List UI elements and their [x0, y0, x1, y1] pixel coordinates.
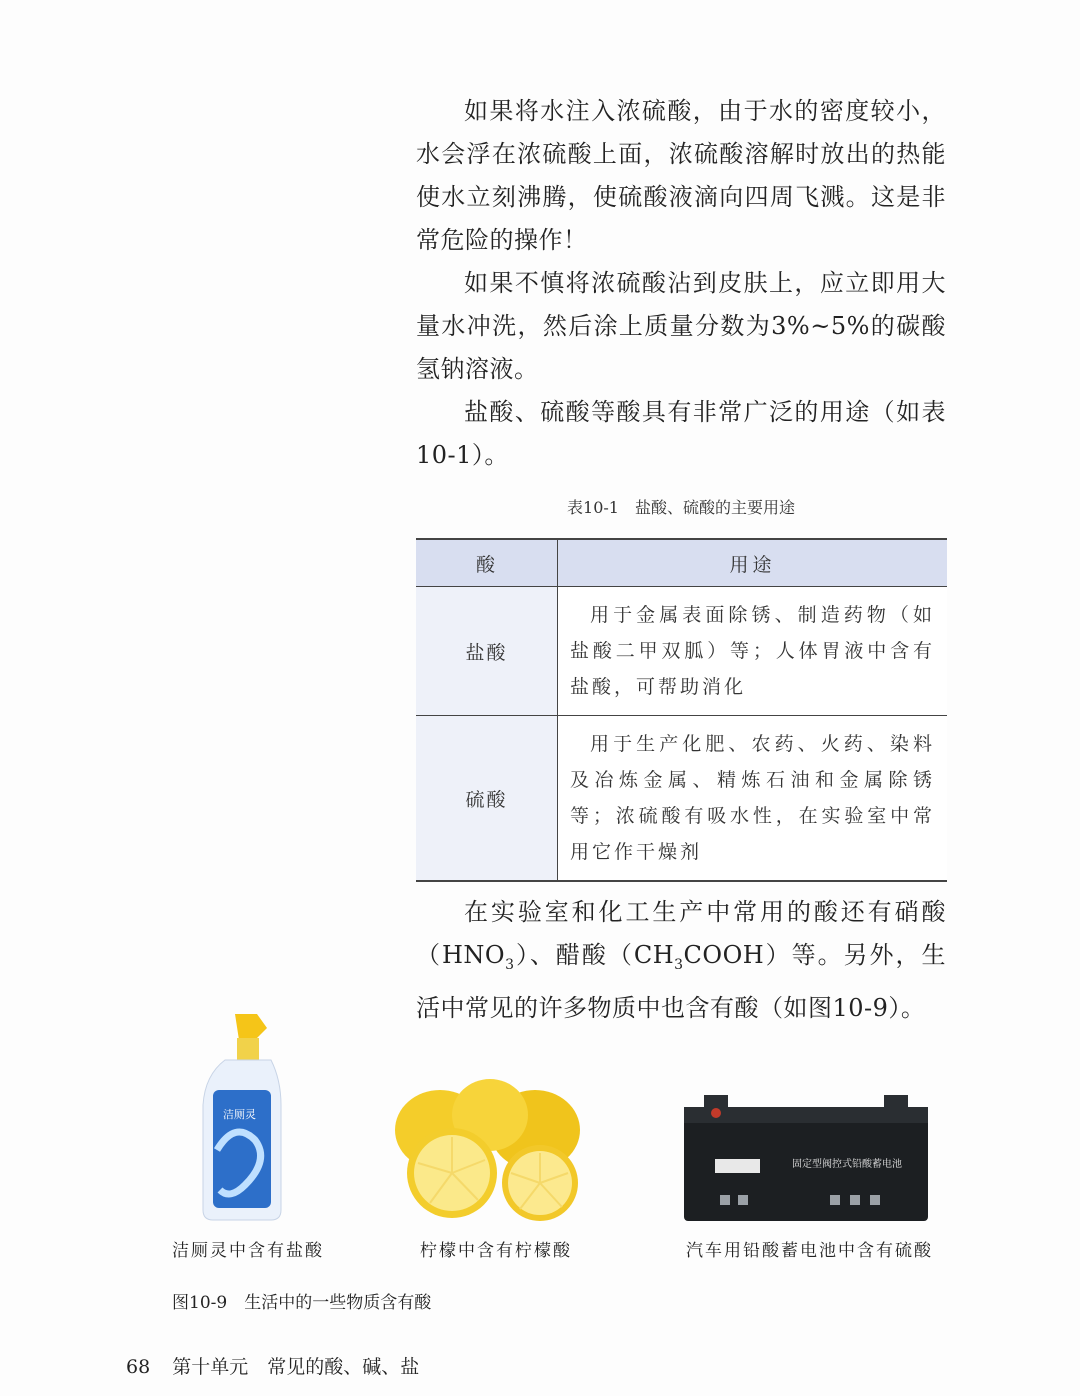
cell-acid: 盐酸	[416, 587, 558, 716]
page-footer	[126, 1352, 419, 1379]
paragraph-acid-uses: 盐酸、硫酸等酸具有非常广泛的用途（如表10-1）。	[416, 398, 946, 469]
figure-caption: 图10-9 生活中的一些物质含有酸	[172, 1293, 432, 1313]
page-number: 68	[126, 1356, 151, 1378]
caption-battery: 汽车用铅酸蓄电池中含有硫酸	[686, 1241, 933, 1261]
header-acid: 酸	[416, 539, 558, 587]
cell-use: 用于生产化肥、农药、火药、染料及冶炼金属、精炼石油和金属除锈等；浓硫酸有吸水性，在实验室中常用它作干燥剂	[558, 716, 948, 882]
paragraph-other-acids	[416, 891, 946, 1030]
bottle-cap-icon	[235, 1014, 267, 1040]
table-caption: 表10-1 盐酸、硫酸的主要用途	[567, 498, 795, 517]
battery-image	[680, 1085, 932, 1225]
header-use: 用途	[558, 539, 948, 587]
table-header-row	[416, 539, 947, 587]
cell-acid: 硫酸	[416, 716, 558, 882]
text-segment: 在实验室和化工生产中常用的酸还有硝酸（HNO	[416, 898, 946, 969]
text-segment: COOH）等。另外，生活中常见的许多物质中也含有酸（如图10-9）。	[416, 941, 946, 1022]
lemons-image	[380, 1075, 600, 1225]
subscript: 3	[505, 956, 515, 973]
svg-text:洁厕灵: 洁厕灵	[223, 1108, 256, 1121]
text-segment: ）、醋酸（CH	[514, 941, 675, 969]
caption-toilet-cleaner: 洁厕灵中含有盐酸	[172, 1241, 324, 1261]
toilet-cleaner-bottle-image	[195, 1010, 290, 1225]
paragraph-skin-contact: 如果不慎将浓硫酸沾到皮肤上，应立即用大量水冲洗，然后涂上质量分数为3%~5%的碳酸氢钠溶液。	[416, 269, 946, 383]
battery-label: 固定型阀控式铅酸蓄电池	[792, 1159, 902, 1170]
cell-use: 用于金属表面除锈、制造药物（如盐酸二甲双胍）等；人体胃液中含有盐酸，可帮助消化	[558, 587, 948, 716]
table-row	[416, 587, 947, 716]
acid-uses-table	[416, 538, 947, 882]
paragraph-dilution-warning: 如果将水注入浓硫酸，由于水的密度较小，水会浮在浓硫酸上面，浓硫酸溶解时放出的热能使水立刻沸腾，使硫酸液滴向四周飞溅。这是非常危险的操作！	[416, 97, 946, 254]
caption-lemon: 柠檬中含有柠檬酸	[420, 1241, 572, 1261]
subscript: 3	[674, 956, 684, 973]
unit-title: 第十单元 常见的酸、碱、盐	[172, 1356, 420, 1378]
table-row	[416, 716, 947, 882]
